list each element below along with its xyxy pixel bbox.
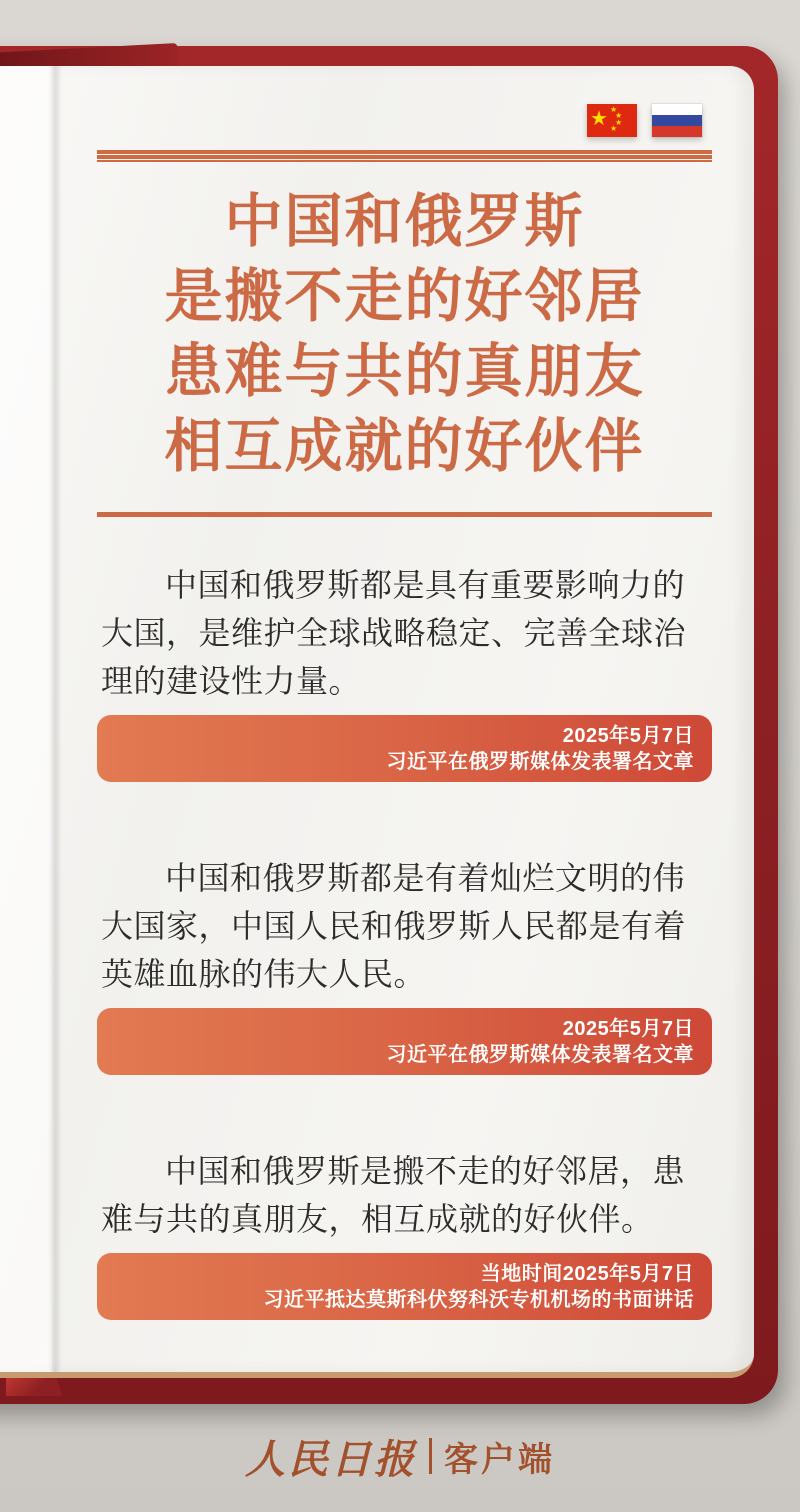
quote-source-badge-3 bbox=[97, 1253, 712, 1320]
title-bottom-divider bbox=[97, 512, 712, 517]
publisher-logo bbox=[0, 1426, 800, 1486]
quote-source-badge-1 bbox=[97, 715, 712, 782]
source-date: 2025年5月7日 bbox=[562, 1018, 694, 1040]
quote-text-3: 中国和俄罗斯是搬不走的好邻居，患难与共的真朋友，相互成就的好伙伴。 bbox=[101, 1153, 686, 1237]
quote-text-2: 中国和俄罗斯都是有着灿烂文明的伟大国家，中国人民和俄罗斯人民都是有着英雄血脉的伟大人民。 bbox=[101, 860, 687, 992]
china-flag-small-star-icon: ★ bbox=[610, 105, 618, 114]
quote-source-badge-2 bbox=[97, 1008, 712, 1075]
title-line-2: 是搬不走的好邻居 bbox=[164, 264, 645, 329]
source-date: 当地时间2025年5月7日 bbox=[480, 1263, 694, 1285]
title-line-3: 患难与共的真朋友 bbox=[164, 339, 645, 404]
quote-text-1: 中国和俄罗斯都是具有重要影响力的大国，是维护全球战略稳定、完善全球治理的建设性力量。 bbox=[101, 567, 687, 699]
china-flag-big-star-icon: ★ bbox=[590, 108, 608, 130]
logo-divider-bar bbox=[429, 1438, 432, 1474]
client-app-label: 客户端 bbox=[444, 1440, 555, 1479]
poster-title bbox=[97, 184, 712, 484]
peoples-daily-wordmark: 人民日报 bbox=[245, 1436, 417, 1482]
china-flag-icon bbox=[587, 104, 637, 137]
china-flag-small-star-icon: ★ bbox=[610, 124, 618, 133]
china-flag-small-star-icon: ★ bbox=[615, 111, 623, 120]
russia-flag-icon bbox=[652, 104, 702, 137]
page-crease bbox=[48, 66, 62, 1372]
source-attribution: 习近平在俄罗斯媒体发表署名文章 bbox=[386, 1044, 694, 1066]
china-flag-small-star-icon: ★ bbox=[615, 118, 623, 127]
title-line-1: 中国和俄罗斯 bbox=[224, 189, 585, 254]
top-divider bbox=[97, 150, 712, 162]
title-line-4: 相互成就的好伙伴 bbox=[164, 414, 645, 479]
page-content bbox=[97, 66, 712, 1320]
source-attribution: 习近平在俄罗斯媒体发表署名文章 bbox=[386, 751, 694, 773]
source-attribution: 习近平抵达莫斯科伏努科沃专机机场的书面讲话 bbox=[263, 1289, 694, 1311]
flags-row bbox=[97, 104, 712, 137]
source-date: 2025年5月7日 bbox=[562, 725, 694, 747]
page-left-sheet bbox=[0, 66, 52, 1372]
